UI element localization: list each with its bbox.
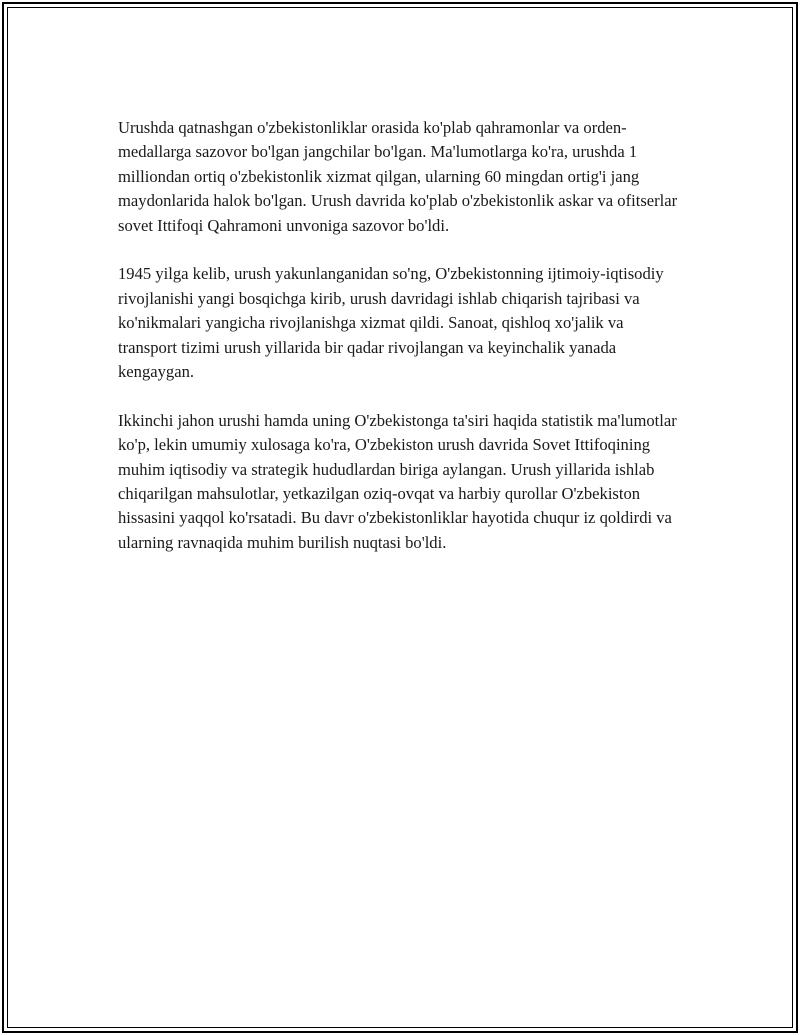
paragraph-2: 1945 yilga kelib, urush yakunlanganidan so'ng, O'zbekistonning ijtimoiy-iqtisodiy rivojlanishi yangi bosqichga kirib, urush davridagi ishlab chiqarish tajribasi va ko'nikmalari yangicha rivojlanishga xizmat qildi. Sanoat, qishloq xo'jalik va transport tizimi urush yillarida bir qadar rivojlangan va keyinchalik yanada kengaygan.	[118, 264, 664, 382]
paragraph-3: Ikkinchi jahon urushi hamda uning O'zbekistonga ta'siri haqida statistik ma'lumotlar ko'p, lekin umumiy xulosaga ko'ra, O'zbekiston urush davrida Sovet Ittifoqining muhim iqtisodiy va strategik hududlardan biriga aylangan. Urush yillarida ishlab chiqarilgan mahsulotlar, yetkazilgan oziq-ovqat va harbiy qurollar O'zbekiston hissasini yaqqol ko'rsatadi. Bu davr o'zbekistonliklar hayotida chuqur iz qoldirdi va ularning ravnaqida muhim burilish nuqtasi bo'ldi.	[118, 410, 677, 552]
paragraph-1: Urushda qatnashgan o'zbekistonliklar orasida ko'plab qahramonlar va orden-medallarga sazovor bo'lgan jangchilar bo'lgan. Ma'lumotlarga ko'ra, urushda 1 milliondan ortiq o'zbekistonlik xizmat qilgan, ularning 60 mingdan ortig'i jang maydonlarida halok bo'lgan. Urush davrida ko'plab o'zbekistonlik askar va ofitserlar sovet Ittifoqi Qahramoni unvoniga sazovor bo'ldi.	[118, 118, 678, 235]
document-body	[118, 116, 684, 580]
